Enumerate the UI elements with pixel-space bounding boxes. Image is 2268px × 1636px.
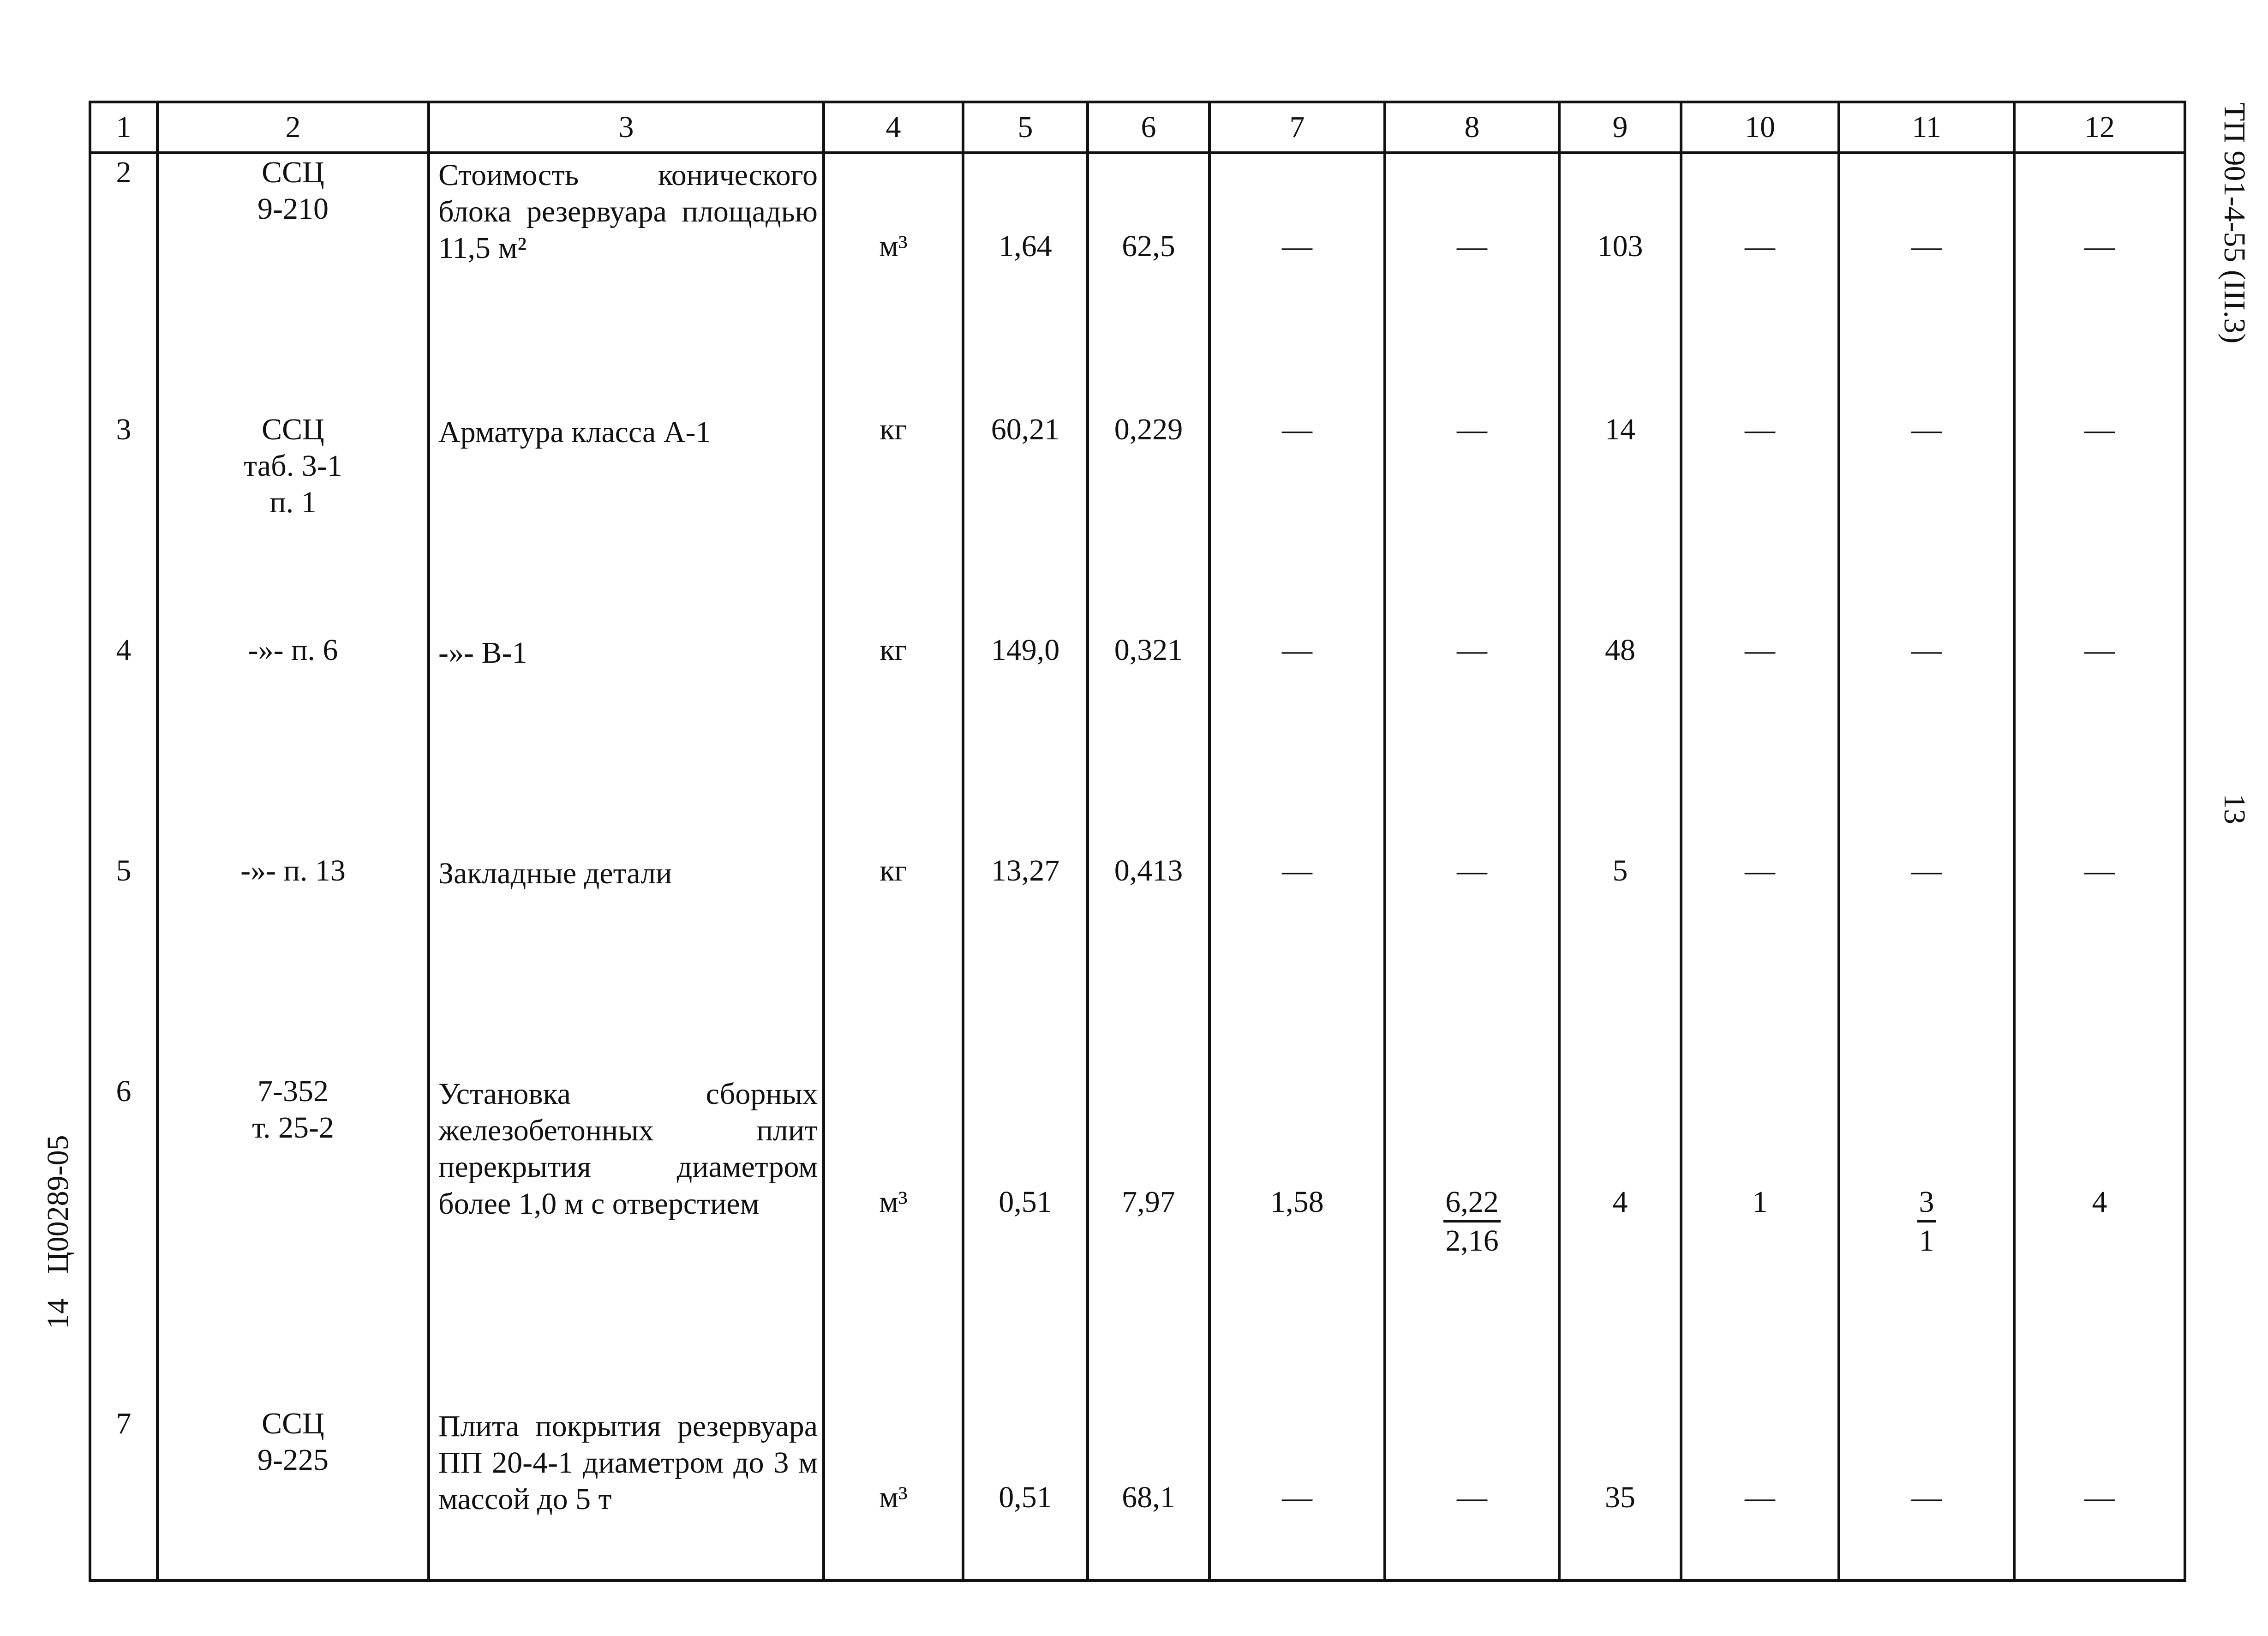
row-col7	[1209, 1073, 1385, 1405]
unit-value: кг	[880, 413, 907, 446]
row-number: 6	[90, 1073, 157, 1405]
row-unit	[824, 632, 963, 852]
value: —	[1745, 229, 1775, 263]
row-col8	[1385, 632, 1559, 852]
row-col10	[1681, 1405, 1839, 1581]
value: 14	[1605, 413, 1635, 446]
row-description: Арматура класса А-1	[429, 411, 824, 632]
row-col10	[1681, 411, 1839, 632]
row-col10	[1681, 1073, 1839, 1405]
row-col9	[1559, 153, 1681, 411]
value: —	[2084, 633, 2115, 667]
row-col8	[1385, 153, 1559, 411]
row-col8	[1385, 411, 1559, 632]
row-description: Закладные детали	[429, 852, 824, 1073]
row-col11	[1839, 632, 2014, 852]
row-col5	[963, 1405, 1088, 1581]
fraction-value	[1917, 1184, 1936, 1259]
row-col5	[963, 153, 1088, 411]
row-col7	[1209, 411, 1385, 632]
value: 149,0	[991, 633, 1060, 667]
value: 35	[1605, 1480, 1635, 1514]
row-number: 7	[90, 1405, 157, 1581]
row-col7	[1209, 1405, 1385, 1581]
row-col9	[1559, 1073, 1681, 1405]
row-reference: ССЦ 9-210	[157, 153, 429, 411]
col-header-4: 4	[824, 102, 963, 153]
row-col10	[1681, 632, 1839, 852]
value: —	[1282, 1480, 1312, 1514]
row-unit	[824, 1405, 963, 1581]
row-number: 2	[90, 153, 157, 411]
col-header-12: 12	[2014, 102, 2185, 153]
unit-value: м³	[879, 1185, 908, 1219]
value: 0,51	[999, 1185, 1052, 1219]
fraction-denominator: 1	[1919, 1224, 1934, 1258]
fraction-value	[1443, 1184, 1501, 1259]
value: —	[1911, 1480, 1942, 1514]
value: 4	[2092, 1185, 2107, 1219]
col-header-7: 7	[1209, 102, 1385, 153]
table-row	[90, 852, 2185, 1073]
col-header-1: 1	[90, 102, 157, 153]
row-col7	[1209, 852, 1385, 1073]
document-code-right: ТП 901-4-55 (III.3)	[2218, 102, 2251, 344]
row-col6	[1088, 1405, 1209, 1581]
unit-value: кг	[880, 633, 907, 667]
column-number-row	[90, 102, 2185, 153]
page-number-left: 14	[41, 1299, 75, 1329]
row-col10	[1681, 852, 1839, 1073]
fraction-denominator: 2,16	[1445, 1224, 1499, 1258]
value: —	[1911, 854, 1942, 887]
row-col11	[1839, 1073, 2014, 1405]
row-reference: ССЦ таб. 3-1 п. 1	[157, 411, 429, 632]
row-number: 5	[90, 852, 157, 1073]
row-unit	[824, 411, 963, 632]
row-description: -»- В-1	[429, 632, 824, 852]
value: —	[1911, 229, 1942, 263]
row-col9	[1559, 632, 1681, 852]
row-reference: -»- п. 13	[157, 852, 429, 1073]
row-col6	[1088, 411, 1209, 632]
row-unit	[824, 1073, 963, 1405]
value: 0,229	[1114, 413, 1183, 446]
unit-value: м³	[879, 229, 908, 263]
value: 0,321	[1114, 633, 1183, 667]
row-description: Стоимость конического блока резервуара площадью 11,5 м²	[429, 153, 824, 411]
table-row	[90, 1073, 2185, 1405]
value: 1,64	[999, 229, 1052, 263]
row-col11	[1839, 1405, 2014, 1581]
fraction-numerator: 6,22	[1443, 1184, 1501, 1223]
table-row	[90, 632, 2185, 852]
value: —	[1457, 413, 1487, 446]
value: —	[2084, 1480, 2115, 1514]
value: —	[2084, 413, 2115, 446]
row-col5	[963, 852, 1088, 1073]
table-row	[90, 411, 2185, 632]
col-header-9: 9	[1559, 102, 1681, 153]
value: 1,58	[1270, 1185, 1324, 1219]
row-col5	[963, 411, 1088, 632]
row-description: Установка сборных железобетонных плит перекрытия диаметром более 1,0 м с отверстием	[429, 1073, 824, 1405]
row-col7	[1209, 632, 1385, 852]
value: —	[1457, 854, 1487, 887]
col-header-2: 2	[157, 102, 429, 153]
table-row	[90, 153, 2185, 411]
value: —	[1457, 229, 1487, 263]
value: 0,413	[1114, 854, 1183, 887]
value: —	[1745, 854, 1775, 887]
value: —	[1745, 413, 1775, 446]
row-col5	[963, 632, 1088, 852]
row-col6	[1088, 632, 1209, 852]
row-reference: 7-352 т. 25-2	[157, 1073, 429, 1405]
page-number-right: 13	[2218, 794, 2251, 824]
row-col8	[1385, 1073, 1559, 1405]
row-col6	[1088, 852, 1209, 1073]
row-col11	[1839, 411, 2014, 632]
row-col11	[1839, 852, 2014, 1073]
value: —	[1745, 633, 1775, 667]
row-col6	[1088, 1073, 1209, 1405]
row-col12	[2014, 1073, 2185, 1405]
col-header-6: 6	[1088, 102, 1209, 153]
row-col12	[2014, 411, 2185, 632]
document-code-left: Ц00289-05	[41, 1135, 75, 1274]
unit-value: м³	[879, 1480, 908, 1514]
row-col12	[2014, 153, 2185, 411]
row-col11	[1839, 153, 2014, 411]
value: 62,5	[1122, 229, 1175, 263]
row-reference: ССЦ 9-225	[157, 1405, 429, 1581]
table-row	[90, 1405, 2185, 1581]
fraction-numerator: 3	[1917, 1184, 1936, 1223]
value: —	[1745, 1480, 1775, 1514]
row-number: 3	[90, 411, 157, 632]
value: 103	[1597, 229, 1643, 263]
value: —	[1282, 633, 1312, 667]
value: 7,97	[1122, 1185, 1175, 1219]
row-unit	[824, 153, 963, 411]
value: 4	[1612, 1185, 1628, 1219]
value: —	[2084, 854, 2115, 887]
row-number: 4	[90, 632, 157, 852]
value: —	[1282, 413, 1312, 446]
row-col8	[1385, 1405, 1559, 1581]
row-col12	[2014, 852, 2185, 1073]
row-col9	[1559, 1405, 1681, 1581]
value: 60,21	[991, 413, 1060, 446]
value: 13,27	[991, 854, 1060, 887]
value: 5	[1612, 854, 1628, 887]
col-header-3: 3	[429, 102, 824, 153]
value: 48	[1605, 633, 1635, 667]
value: —	[1282, 854, 1312, 887]
row-col6	[1088, 153, 1209, 411]
row-col10	[1681, 153, 1839, 411]
estimate-table	[89, 101, 2186, 1582]
row-unit	[824, 852, 963, 1073]
value: 68,1	[1122, 1480, 1175, 1514]
value: 1	[1752, 1185, 1768, 1219]
row-col8	[1385, 852, 1559, 1073]
value: —	[1282, 229, 1312, 263]
row-col9	[1559, 852, 1681, 1073]
row-description: Плита покрытия резервуара ПП 20-4-1 диаметром до 3 м массой до 5 т	[429, 1405, 824, 1581]
value: —	[1457, 1480, 1487, 1514]
value: —	[2084, 229, 2115, 263]
row-col7	[1209, 153, 1385, 411]
col-header-11: 11	[1839, 102, 2014, 153]
row-col12	[2014, 632, 2185, 852]
value: 0,51	[999, 1480, 1052, 1514]
col-header-8: 8	[1385, 102, 1559, 153]
col-header-5: 5	[963, 102, 1088, 153]
row-col5	[963, 1073, 1088, 1405]
row-col9	[1559, 411, 1681, 632]
value: —	[1457, 633, 1487, 667]
value: —	[1911, 633, 1942, 667]
col-header-10: 10	[1681, 102, 1839, 153]
row-reference: -»- п. 6	[157, 632, 429, 852]
row-col12	[2014, 1405, 2185, 1581]
unit-value: кг	[880, 854, 907, 887]
value: —	[1911, 413, 1942, 446]
